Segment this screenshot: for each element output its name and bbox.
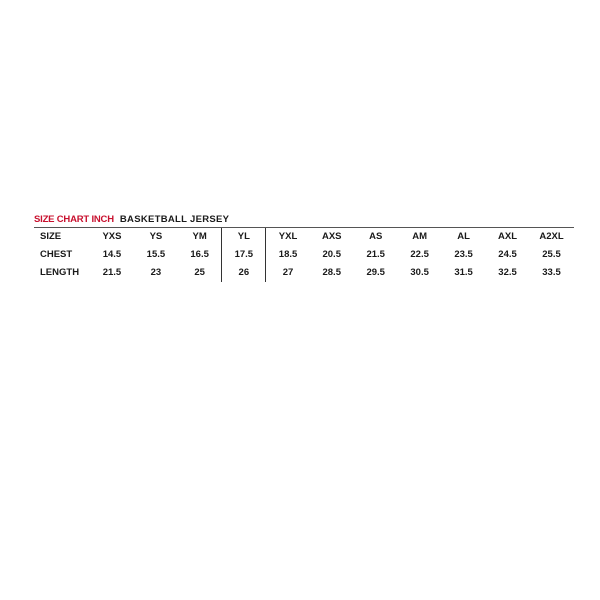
size-chart-title bbox=[34, 213, 574, 227]
table-cell: 25.5 bbox=[542, 249, 561, 260]
table-row-chest bbox=[34, 246, 574, 264]
size-header-axl: AXL bbox=[498, 231, 518, 242]
size-header-as: AS bbox=[369, 231, 383, 242]
table-cell: 27 bbox=[266, 264, 310, 282]
size-header-yxs: YXS bbox=[102, 231, 122, 242]
table-cell: 33.5 bbox=[542, 267, 561, 278]
table-cell: 21.5 bbox=[102, 267, 122, 278]
size-header-ys: YS bbox=[149, 231, 163, 242]
table-cell: 20.5 bbox=[322, 249, 341, 260]
size-table bbox=[34, 228, 574, 282]
table-cell: 15.5 bbox=[146, 249, 166, 260]
table-cell: 25 bbox=[194, 267, 205, 278]
size-header-yxl: YXL bbox=[266, 228, 310, 246]
table-row-length bbox=[34, 264, 574, 282]
table-cell: 32.5 bbox=[498, 267, 517, 278]
table-cell: 21.5 bbox=[366, 249, 385, 260]
table-cell: 30.5 bbox=[410, 267, 429, 278]
table-cell: 23.5 bbox=[454, 249, 473, 260]
row-label-size: SIZE bbox=[40, 231, 62, 242]
row-label-chest: CHEST bbox=[40, 249, 73, 260]
size-header-ym: YM bbox=[192, 231, 207, 242]
table-cell: 31.5 bbox=[454, 267, 473, 278]
table-cell: 14.5 bbox=[102, 249, 122, 260]
size-chart bbox=[34, 213, 574, 282]
row-label-length: LENGTH bbox=[40, 267, 80, 278]
size-header-am: AM bbox=[412, 231, 428, 242]
title-underline bbox=[34, 227, 574, 228]
size-header-axs: AXS bbox=[321, 231, 342, 242]
table-cell: 26 bbox=[222, 264, 266, 282]
table-cell: 17.5 bbox=[222, 246, 266, 264]
table-cell: 22.5 bbox=[410, 249, 429, 260]
table-row-size bbox=[34, 228, 574, 246]
table-cell: 16.5 bbox=[190, 249, 209, 260]
table-cell: 24.5 bbox=[498, 249, 517, 260]
basketball-jersey-label: BASKETBALL JERSEY bbox=[119, 214, 230, 225]
size-chart-inch-label: SIZE CHART INCH bbox=[34, 214, 114, 225]
size-header-a2xl: A2XL bbox=[539, 231, 564, 242]
size-header-yl: YL bbox=[222, 228, 266, 246]
size-header-al: AL bbox=[457, 231, 470, 242]
table-cell: 28.5 bbox=[322, 267, 341, 278]
table-cell: 23 bbox=[150, 267, 162, 278]
table-cell: 29.5 bbox=[366, 267, 385, 278]
table-cell: 18.5 bbox=[266, 246, 310, 264]
